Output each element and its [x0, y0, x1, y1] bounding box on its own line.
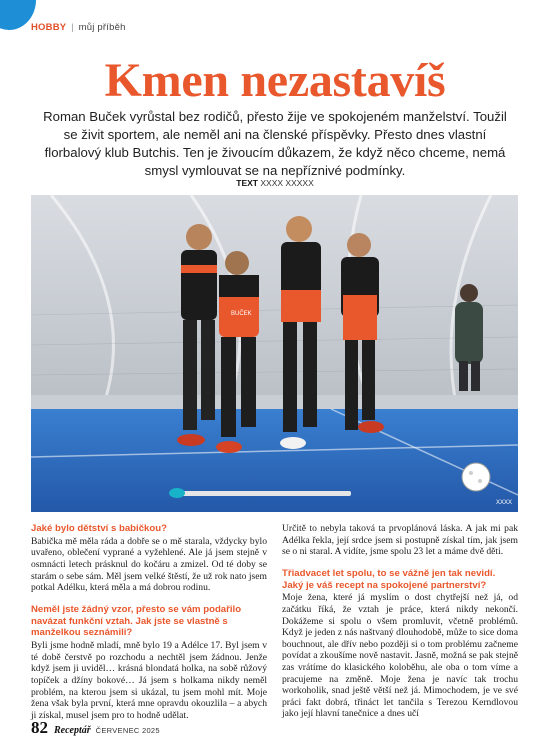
ball-net: [462, 463, 490, 491]
subsection-label: můj příběh: [78, 22, 126, 33]
left-column: [31, 523, 267, 721]
team-celebration-illustration: [31, 195, 518, 512]
byline-label: TEXT: [236, 178, 258, 188]
question-childhood: Jaké bylo dětství s babičkou?: [31, 523, 167, 534]
section-separator: |: [71, 22, 74, 33]
shirt-print: BUČEK: [231, 311, 252, 317]
byline: [0, 178, 550, 188]
right-column: [282, 523, 518, 720]
answer-relationship-continued: Určitě to nebyla taková ta prvoplánová láska. A jak mi pak Adélka řekla, její srdce jsem si postupně získal tím, jak jsem se o ni staral. A vidíte, jsme spolu 23 let a máme dvě děti.: [282, 523, 518, 558]
photo-credit: XXXX: [495, 500, 512, 506]
question-relationship: Neměl jste žádný vzor, přesto se vám podařilo navázat funkční vztah. Jak jste se vlastně s manželkou seznámili?: [31, 603, 242, 639]
hero-photo: [31, 195, 518, 512]
page-number: 82: [31, 718, 48, 737]
section-tag: [31, 22, 126, 33]
page-footer: [31, 718, 160, 738]
byline-author: XXXX XXXXX: [260, 178, 314, 188]
issue-date: ČERVENEC 2025: [95, 726, 160, 735]
question-recipe: Třiadvacet let spolu, to se vážně jen tak nevidí. Jaký je váš recept na spokojené partnerství?: [282, 567, 496, 591]
headline: Kmen nezastavíš: [104, 54, 446, 107]
lead-paragraph: Roman Buček vyrůstal bez rodičů, přesto žije ve spokojeném manželství. Toužil se živit sportem, ale neměl ani na členské příspěvky. Přesto dnes vlastní florbalový klub Butchis. Ten je živoucím důkazem, že když něco chceme, nemá smysl vymlouvat se na nepříznivé podmínky.: [43, 109, 507, 178]
magazine-logo: Receptář: [54, 725, 91, 736]
section-label: HOBBY: [31, 22, 67, 33]
answer-relationship: Byli jsme hodně mladí, mně bylo 19 a Adélce 17. Byl jsem v té době čerstvě po rozchodu a nechtěl jsem žádnou. Jenže když jsem ji uviděl… krásná blondatá holka, na sobě růžový topíček a džíny bokové… Já jsem s holkama nikdy neměl problém, na kterou jsem si ukázal, tu jsem mohl mít. Moje žena však byla první, která mne opravdu okouzlila – a abych ji získal, musel jsem pro to hodně udělat.: [31, 640, 267, 721]
answer-childhood: Babička mě měla ráda a dobře se o mě starala, vždycky bylo uvařeno, oblečení vyprané a vyžehlené. Ale já jsem stejně v osmnácti letech prásknul do kočáru a zmizel. Od té doby se starám o sebe sám. Měl jsem velké štěstí, že už rok nato jsem potkal Adélku, která měla a má dobrou rodinu.: [31, 535, 267, 594]
answer-recipe: Moje žena, které já myslím o dost chytřejší než já, od začátku říká, že vztah je práce, která nikdy nekončí. Dokážeme si spolu o všem promluvit, včetně problémů. Když je jeden z nás naštvaný dlouhodobě, může to sice doma bouchnout, ale dřív nebo později si o tom problému začneme povídat a zkoušíme nově nastavit. Jasně, možná se pak stejně zas vrátíme do klasického koloběhu, ale oba o tom víme a pracujeme na změně. Moje žena je navíc tak trochu workoholik, snad ještě větší než já. Mimochodem, je ve své práci fakt dobrá, třináct let tančila s Terezou Kerndlovou jako její hlavní tanečnice a dnes učí: [282, 592, 518, 720]
